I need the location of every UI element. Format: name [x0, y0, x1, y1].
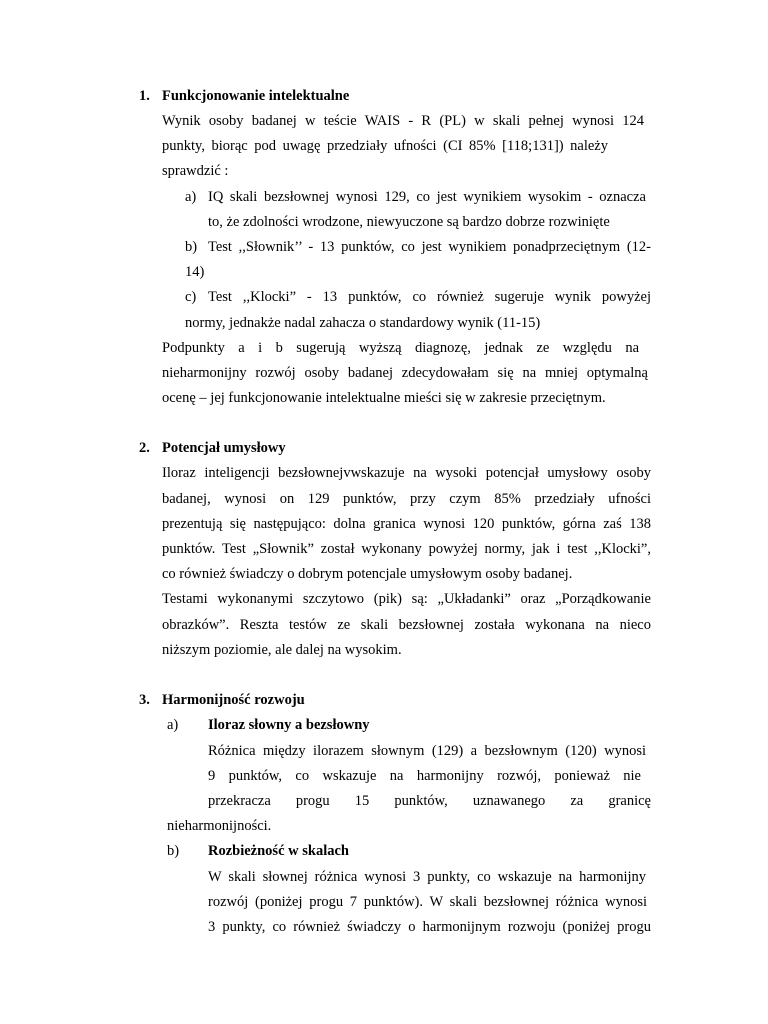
section-2-heading: Potencjał umysłowy — [162, 440, 286, 456]
section-3-item-a-line: Różnica między ilorazem słownym (129) a bezsłownym (120) wynosi — [208, 743, 646, 759]
section-3-item-b-marker: b) — [167, 843, 180, 859]
section-3-item-a-line: przekracza progu 15 punktów, uznawanego za granicę — [208, 793, 651, 809]
section-3-item-b-heading: Rozbieżność w skalach — [208, 843, 349, 859]
section-3-item-a-line: nieharmonijności. — [167, 818, 272, 834]
section-1-item-a-marker: a) — [185, 189, 197, 205]
section-1-conclusion-line: Podpunkty a i b sugerują wyższą diagnozę, jednak ze względu na — [162, 340, 639, 356]
section-2-para-line: Testami wykonanymi szczytowo (pik) są: „Układanki” oraz „Porządkowanie — [162, 591, 651, 607]
section-1-conclusion-line: ocenę – jej funkcjonowanie intelektualne mieści się w zakresie przeciętnym. — [162, 390, 606, 406]
section-3-item-a-marker: a) — [167, 717, 179, 733]
section-1-item-a-line: to, że zdolności wrodzone, niewyuczone są bardzo dobrze rozwinięte — [208, 214, 610, 230]
section-1-item-b-marker: b) — [185, 239, 198, 255]
section-1-heading: Funkcjonowanie intelektualne — [162, 88, 350, 104]
section-1-item-a-line: IQ skali bezsłownej wynosi 129, co jest wynikiem wysokim - oznacza — [208, 189, 646, 205]
section-3-item-a-line: 9 punktów, co wskazuje na harmonijny rozwój, ponieważ nie — [208, 768, 641, 784]
section-3-heading: Harmonijność rozwoju — [162, 692, 305, 708]
section-2-number: 2. — [139, 440, 150, 456]
section-1-item-b-line: Test ,,Słownik’’ - 13 punktów, co jest wynikiem ponadprzeciętnym (12- — [208, 239, 651, 255]
section-1-item-b-line: 14) — [185, 264, 205, 280]
section-2-para-line: prezentują się następująco: dolna granica wynosi 120 punktów, górna zaś 138 — [162, 516, 651, 532]
section-1-conclusion-line: nieharmonijny rozwój osoby badanej zdecydowałam się na mniej optymalną — [162, 365, 648, 381]
section-2-para-line: co również świadczy o dobrym potencjale umysłowym osoby badanej. — [162, 566, 573, 582]
section-1-para-line: punkty, biorąc pod uwagę przedziały ufności (CI 85% [118;131]) należy — [162, 138, 608, 154]
section-2-para-line: niższym poziomie, ale dalej na wysokim. — [162, 642, 402, 658]
section-1-para-line: sprawdzić : — [162, 163, 229, 179]
section-1-number: 1. — [139, 88, 150, 104]
section-1-para-line: Wynik osoby badanej w teście WAIS - R (PL) w skali pełnej wynosi 124 — [162, 113, 644, 129]
section-2-para-line: punktów. Test „Słownik” został wykonany powyżej normy, jak i test ,,Klocki”, — [162, 541, 651, 557]
section-1-item-c-marker: c) — [185, 289, 197, 305]
section-3-item-b-line: W skali słownej różnica wynosi 3 punkty, co wskazuje na harmonijny — [208, 869, 646, 885]
section-2-para-line: Iloraz inteligencji bezsłownejvwskazuje na wysoki potencjał umysłowy osoby — [162, 465, 651, 481]
section-1-item-c-line: Test ,,Klocki” - 13 punktów, co również sugeruje wynik powyżej — [208, 289, 651, 305]
section-3-item-a-heading: Iloraz słowny a bezsłowny — [208, 717, 370, 733]
section-3-item-b-line: rozwój (poniżej progu 7 punktów). W skali bezsłownej różnica wynosi — [208, 894, 647, 910]
section-2-para-line: obrazków”. Reszta testów ze skali bezsłownej została wykonana na nieco — [162, 617, 651, 633]
section-3-number: 3. — [139, 692, 150, 708]
section-1-item-c-line: normy, jednakże nadal zahacza o standardowy wynik (11-15) — [185, 315, 541, 331]
section-2-para-line: badanej, wynosi on 129 punktów, przy czym 85% przedziały ufności — [162, 491, 651, 507]
section-3-item-b-line: 3 punkty, co również świadczy o harmonijnym rozwoju (poniżej progu — [208, 919, 651, 935]
